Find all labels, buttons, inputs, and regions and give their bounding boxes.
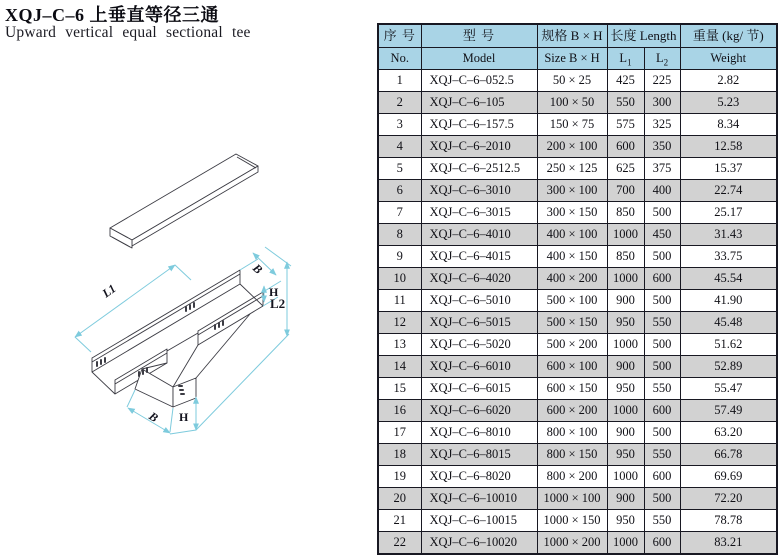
size: 500 × 100: [537, 290, 607, 312]
weight: 8.34: [680, 114, 777, 136]
row-no: 22: [378, 532, 421, 555]
size: 800 × 200: [537, 466, 607, 488]
l1: 850: [607, 202, 644, 224]
l1: 1000: [607, 400, 644, 422]
header-weight-zh: 重量 (kg/ 节): [680, 24, 777, 48]
weight: 69.69: [680, 466, 777, 488]
dim-label-h-bottom: H: [179, 410, 189, 424]
header-length-zh: 长度 Length: [607, 24, 680, 48]
table-row: [378, 378, 777, 400]
l1: 1000: [607, 334, 644, 356]
model: XQJ–C–6–4010: [421, 224, 537, 246]
table-row: [378, 158, 777, 180]
table-row: [378, 532, 777, 555]
model: XQJ–C–6–2010: [421, 136, 537, 158]
spec-table-header: [378, 24, 777, 70]
model: XQJ–C–6–4015: [421, 246, 537, 268]
weight: 2.82: [680, 70, 777, 92]
l2: 500: [644, 422, 680, 444]
row-no: 7: [378, 202, 421, 224]
l1: 550: [607, 92, 644, 114]
model: XQJ–C–6–052.5: [421, 70, 537, 92]
l1: 950: [607, 312, 644, 334]
size: 250 × 125: [537, 158, 607, 180]
dim-label-b-top: B: [249, 260, 266, 277]
model: XQJ–C–6–4020: [421, 268, 537, 290]
l2: 500: [644, 246, 680, 268]
weight: 45.48: [680, 312, 777, 334]
row-no: 5: [378, 158, 421, 180]
l1: 1000: [607, 268, 644, 290]
l2: 600: [644, 466, 680, 488]
weight: 66.78: [680, 444, 777, 466]
model: XQJ–C–6–8020: [421, 466, 537, 488]
row-no: 21: [378, 510, 421, 532]
l2: 500: [644, 488, 680, 510]
header-weight-en: Weight: [680, 48, 777, 70]
weight: 55.47: [680, 378, 777, 400]
table-row: [378, 400, 777, 422]
weight: 52.89: [680, 356, 777, 378]
row-no: 6: [378, 180, 421, 202]
tee-isometric-drawing: [50, 140, 370, 475]
weight: 31.43: [680, 224, 777, 246]
weight: 51.62: [680, 334, 777, 356]
weight: 78.78: [680, 510, 777, 532]
row-no: 13: [378, 334, 421, 356]
l1: 425: [607, 70, 644, 92]
row-no: 8: [378, 224, 421, 246]
l2: 375: [644, 158, 680, 180]
l1: 900: [607, 488, 644, 510]
table-row: [378, 466, 777, 488]
table-row: [378, 488, 777, 510]
weight: 25.17: [680, 202, 777, 224]
model: XQJ–C–6–6020: [421, 400, 537, 422]
header-no-zh: 序 号: [378, 24, 421, 48]
size: 100 × 50: [537, 92, 607, 114]
l1: 1000: [607, 466, 644, 488]
row-no: 12: [378, 312, 421, 334]
size: 500 × 150: [537, 312, 607, 334]
l2: 500: [644, 356, 680, 378]
table-row: [378, 444, 777, 466]
row-no: 16: [378, 400, 421, 422]
cover-plate: [110, 154, 258, 248]
table-row: [378, 312, 777, 334]
l2: 550: [644, 312, 680, 334]
weight: 72.20: [680, 488, 777, 510]
l2: 600: [644, 400, 680, 422]
page-title: XQJ–C–6 上垂直等径三通: [5, 5, 219, 25]
weight: 83.21: [680, 532, 777, 555]
weight: 15.37: [680, 158, 777, 180]
table-row: [378, 246, 777, 268]
size: 500 × 200: [537, 334, 607, 356]
model: XQJ–C–6–157.5: [421, 114, 537, 136]
table-row: [378, 334, 777, 356]
weight: 57.49: [680, 400, 777, 422]
row-no: 3: [378, 114, 421, 136]
row-no: 14: [378, 356, 421, 378]
row-no: 18: [378, 444, 421, 466]
model: XQJ–C–6–6015: [421, 378, 537, 400]
row-no: 11: [378, 290, 421, 312]
l1: 900: [607, 290, 644, 312]
header-l2: $L_2$: [644, 48, 680, 70]
technical-drawing: [50, 140, 370, 475]
l1: 900: [607, 356, 644, 378]
size: 200 × 100: [537, 136, 607, 158]
model: XQJ–C–6–3010: [421, 180, 537, 202]
l2: 350: [644, 136, 680, 158]
l2: 550: [644, 378, 680, 400]
table-row: [378, 268, 777, 290]
size: 800 × 150: [537, 444, 607, 466]
model: XQJ–C–6–8015: [421, 444, 537, 466]
row-no: 17: [378, 422, 421, 444]
l2: 550: [644, 510, 680, 532]
l1: 950: [607, 444, 644, 466]
table-row: [378, 356, 777, 378]
model: XQJ–C–6–3015: [421, 202, 537, 224]
l2: 400: [644, 180, 680, 202]
table-row: [378, 290, 777, 312]
row-no: 19: [378, 466, 421, 488]
row-no: 1: [378, 70, 421, 92]
size: 800 × 100: [537, 422, 607, 444]
table-row: [378, 92, 777, 114]
dim-label-h-side: H: [269, 285, 279, 299]
table-row: [378, 136, 777, 158]
weight: 22.74: [680, 180, 777, 202]
l2: 550: [644, 444, 680, 466]
dim-label-l2: L2: [270, 296, 286, 311]
weight: 45.54: [680, 268, 777, 290]
size: 400 × 100: [537, 224, 607, 246]
l2: 300: [644, 92, 680, 114]
header-size-en: Size B × H: [537, 48, 607, 70]
row-no: 9: [378, 246, 421, 268]
header-model-zh: 型 号: [421, 24, 537, 48]
size: 600 × 100: [537, 356, 607, 378]
l2: 325: [644, 114, 680, 136]
model: XQJ–C–6–6010: [421, 356, 537, 378]
row-no: 10: [378, 268, 421, 290]
weight: 12.58: [680, 136, 777, 158]
size: 600 × 200: [537, 400, 607, 422]
table-row: [378, 114, 777, 136]
size: 400 × 150: [537, 246, 607, 268]
size: 50 × 25: [537, 70, 607, 92]
l1: 600: [607, 136, 644, 158]
l2: 600: [644, 532, 680, 555]
l2: 450: [644, 224, 680, 246]
model: XQJ–C–6–8010: [421, 422, 537, 444]
header-l1: $L_1$: [607, 48, 644, 70]
size: 150 × 75: [537, 114, 607, 136]
l1: 1000: [607, 532, 644, 555]
row-no: 2: [378, 92, 421, 114]
l1: 575: [607, 114, 644, 136]
l2: 225: [644, 70, 680, 92]
dim-label-l1: L1: [99, 281, 119, 301]
model: XQJ–C–6–10010: [421, 488, 537, 510]
header-no-en: No.: [378, 48, 421, 70]
table-body: [378, 70, 777, 555]
model: XQJ–C–6–10020: [421, 532, 537, 555]
table-row: [378, 70, 777, 92]
size: 400 × 200: [537, 268, 607, 290]
dimension-lines: [75, 247, 291, 434]
size: 1000 × 200: [537, 532, 607, 555]
header-model-en: Model: [421, 48, 537, 70]
l1: 900: [607, 422, 644, 444]
model: XQJ–C–6–5010: [421, 290, 537, 312]
weight: 5.23: [680, 92, 777, 114]
l2: 500: [644, 202, 680, 224]
spec-table-wrap: [377, 23, 778, 555]
table-row: [378, 510, 777, 532]
weight: 63.20: [680, 422, 777, 444]
size: 300 × 100: [537, 180, 607, 202]
model: XQJ–C–6–5015: [421, 312, 537, 334]
size: 1000 × 100: [537, 488, 607, 510]
dim-label-b-bottom: B: [146, 408, 161, 425]
table-row: [378, 180, 777, 202]
l1: 850: [607, 246, 644, 268]
weight: 33.75: [680, 246, 777, 268]
header-size-zh: 规格 B × H: [537, 24, 607, 48]
weight: 41.90: [680, 290, 777, 312]
tee-body: [92, 270, 263, 407]
size: 600 × 150: [537, 378, 607, 400]
table-row: [378, 202, 777, 224]
l2: 500: [644, 290, 680, 312]
l2: 600: [644, 268, 680, 290]
l1: 625: [607, 158, 644, 180]
l1: 950: [607, 378, 644, 400]
size: 1000 × 150: [537, 510, 607, 532]
l1: 950: [607, 510, 644, 532]
l1: 700: [607, 180, 644, 202]
model: XQJ–C–6–105: [421, 92, 537, 114]
row-no: 15: [378, 378, 421, 400]
model: XQJ–C–6–5020: [421, 334, 537, 356]
table-row: [378, 224, 777, 246]
row-no: 20: [378, 488, 421, 510]
l1: 1000: [607, 224, 644, 246]
model: XQJ–C–6–10015: [421, 510, 537, 532]
row-no: 4: [378, 136, 421, 158]
model: XQJ–C–6–2512.5: [421, 158, 537, 180]
table-row: [378, 422, 777, 444]
page-subtitle: Upward vertical equal sectional tee: [5, 24, 251, 41]
l2: 500: [644, 334, 680, 356]
size: 300 × 150: [537, 202, 607, 224]
spec-table: [377, 23, 778, 555]
